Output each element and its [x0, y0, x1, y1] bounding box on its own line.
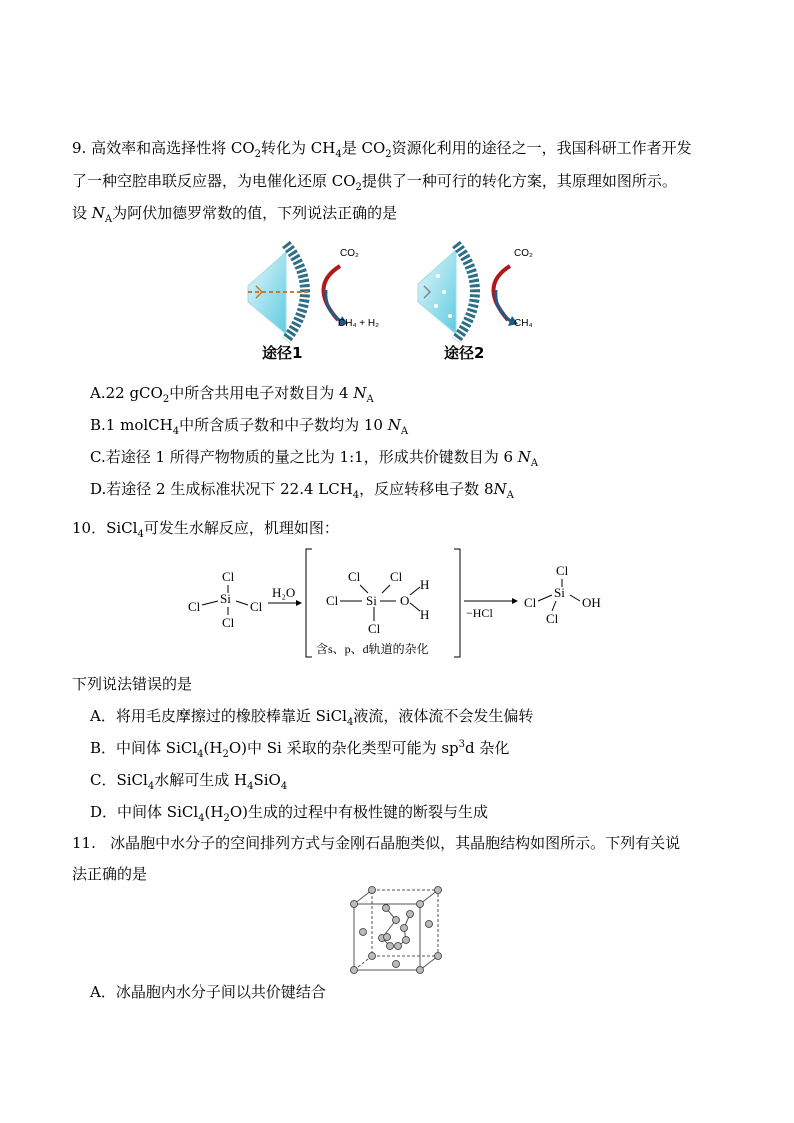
- svg-text:OH: OH: [582, 595, 601, 610]
- path1-reactor: [248, 244, 308, 340]
- svg-text:Cl: Cl: [250, 599, 263, 614]
- minus-hcl-label: −HCl: [466, 606, 493, 620]
- path2-co2-label: CO₂: [514, 248, 533, 259]
- q10-number: 10．: [72, 519, 107, 537]
- q9-number: 9.: [72, 139, 87, 157]
- path2-product-label: CH₄: [514, 318, 533, 329]
- q11-stem-line2: 法正确的是: [72, 865, 148, 883]
- reagent-label: H₂O: [272, 585, 296, 600]
- q9-option-a: A.22 gCO$_2$中所含共用电子对数目为 4 $N_A$: [90, 384, 374, 405]
- sicl4-reactant: [188, 569, 263, 630]
- path2-label: 途径2: [444, 344, 485, 362]
- q9-stem-line3: 设 $N_A$为阿伏加德罗常数的值，下列说法正确的是: [72, 204, 398, 225]
- path1-label: 途径1: [262, 344, 303, 362]
- svg-text:Cl: Cl: [348, 569, 361, 584]
- svg-text:Cl: Cl: [222, 615, 235, 630]
- q9-stem-line2: 了一种空腔串联反应器，为电催化还原 $CO_2$提供了一种可行的转化方案，其原理如图所示。: [72, 172, 677, 193]
- svg-text:Cl: Cl: [524, 595, 537, 610]
- path1-co2-label: CO₂: [340, 248, 359, 259]
- svg-text:Si: Si: [220, 591, 231, 606]
- q11-ice-cell-figure: [346, 884, 446, 976]
- q11-stem-line1: 11. 冰晶胞中水分子的空间排列方式与金刚石晶胞类似，其晶胞结构如图所示。下列有关说: [72, 834, 681, 852]
- q11-number: 11.: [72, 834, 96, 852]
- q10-option-c: C．SiCl$_4$水解可生成 $H_4SiO_4$: [90, 771, 288, 792]
- svg-text:Cl: Cl: [390, 569, 403, 584]
- path2-reactor: [418, 244, 475, 340]
- svg-text:Cl: Cl: [556, 563, 569, 578]
- svg-text:Cl: Cl: [368, 621, 381, 636]
- sicl3oh-product: [524, 563, 601, 626]
- path2-arrow-out: [496, 290, 512, 322]
- bracket-note: 含s、p、d轨道的杂化: [316, 642, 429, 656]
- svg-text:O: O: [400, 593, 410, 608]
- svg-text:Cl: Cl: [546, 611, 559, 626]
- path1-product-label: CH₄ + H₂: [338, 318, 380, 329]
- q10-mechanism-figure: [180, 545, 620, 665]
- q9-stem-line1: 9. 高效率和高选择性将 $CO_2$转化为 $CH_4$是 $CO_2$资源化利用的途径之一，我国科研工作者开发: [72, 139, 692, 160]
- q10-option-b: B．中间体 $SiCl_4(H_2O)$中 Si 采取的杂化类型可能为 $sp^3d$ 杂化: [90, 739, 510, 760]
- q9-option-b: B.1 molCH$_4$中所含质子数和中子数均为 10 $N_A$: [90, 416, 409, 437]
- svg-text:Cl: Cl: [326, 593, 339, 608]
- bracket-right: [454, 549, 460, 657]
- svg-text:Cl: Cl: [188, 599, 201, 614]
- q9-reactor-figure: [238, 236, 568, 366]
- q11-option-a: A．冰晶胞内水分子间以共价键结合: [90, 983, 326, 1001]
- q10-option-d: D．中间体 $SiCl_4(H_2O)$生成的过程中有极性键的断裂与生成: [90, 803, 488, 824]
- q9-option-d: D.若途径 2 生成标准状况下 22.4 $LCH_4$，反应转移电子数 $8N_A$: [90, 480, 514, 501]
- bracket-left: [306, 549, 312, 657]
- q10-prompt: 下列说法错误的是: [72, 675, 193, 693]
- svg-text:H: H: [420, 577, 430, 592]
- q10-stem: 10．SiCl$_4$可发生水解反应，机理如图：: [72, 519, 339, 540]
- svg-text:Si: Si: [366, 593, 377, 608]
- intermediate-structure: [326, 569, 429, 636]
- svg-text:H: H: [420, 607, 430, 622]
- q9-option-c: C.若途径 1 所得产物物质的量之比为 1:1，形成共价键数目为 6 $N_A$: [90, 448, 539, 469]
- q10-option-a: A．将用毛皮摩擦过的橡胶棒靠近 SiCl$_4$液流，液体流不会发生偏转: [90, 707, 534, 728]
- svg-text:Cl: Cl: [222, 569, 235, 584]
- svg-text:Si: Si: [554, 585, 565, 600]
